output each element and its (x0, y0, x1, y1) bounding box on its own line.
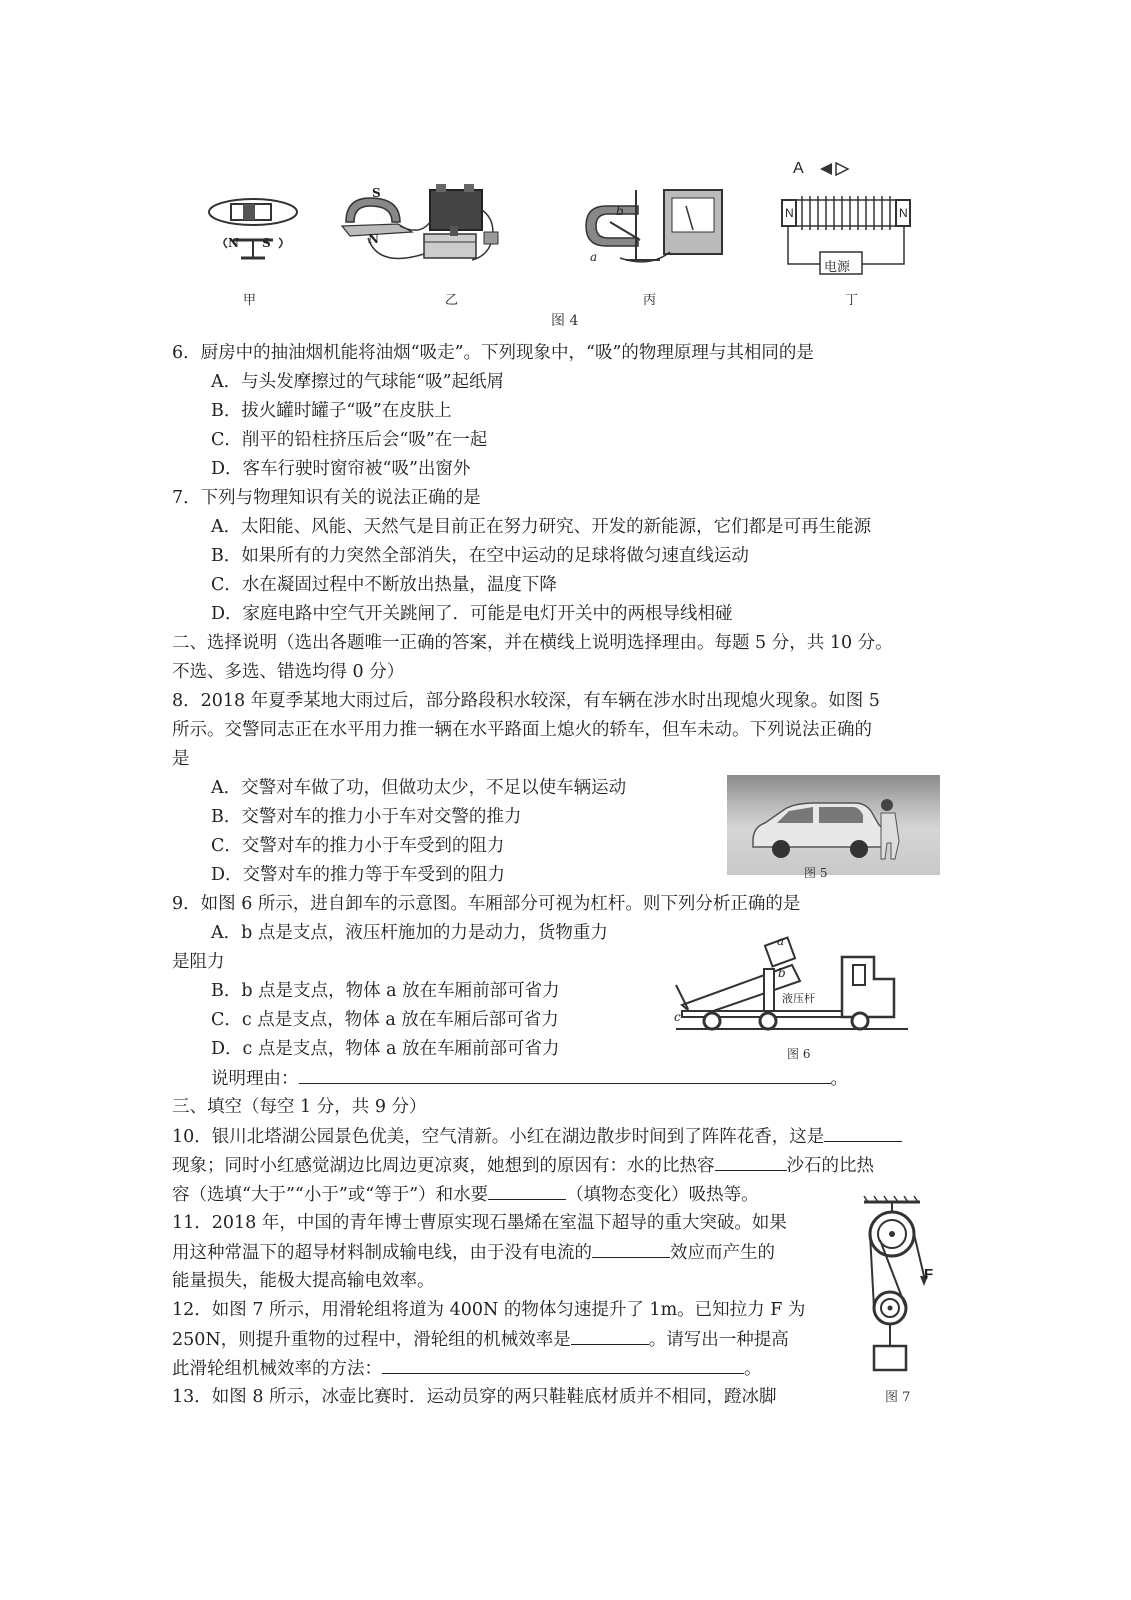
q10-text-3: 沙石的比热 (786, 1156, 874, 1176)
q11-text-2: 效应而产生的 (670, 1243, 775, 1263)
q12-line1: 12．如图 7 所示，用滑轮组将道为 400N 的物体匀速提升了 1m。已知拉力 F 为 (172, 1300, 806, 1320)
q6-option-d: D．客车行驶时窗帘被“吸”出窗外 (211, 459, 471, 479)
q10-text-5: （填物态变化）吸热等。 (566, 1185, 759, 1205)
q9-reason (211, 1067, 848, 1090)
q8-option-b: B．交警对车的推力小于车对交警的推力 (211, 807, 522, 827)
section3-title: 三、填空（每空 1 分，共 9 分） (172, 1097, 427, 1117)
q13-line1: 13．如图 8 所示，冰壶比赛时．运动员穿的两只鞋鞋底材质并不相同，蹬冰脚 (172, 1387, 777, 1407)
q9-option-d: D．c 点是支点，物体 a 放在车厢前部可省力 (211, 1039, 560, 1059)
q11-line3: 能量损失，能极大提高输电效率。 (172, 1271, 435, 1291)
figure4-b-s-label: S (372, 186, 381, 200)
q10-line3 (172, 1183, 759, 1206)
q10-blank-3[interactable] (488, 1183, 566, 1200)
q12-text-1: 250N，则提升重物的过程中，滑轮组的机械效率是 (172, 1330, 571, 1350)
q12-line3 (172, 1357, 762, 1380)
figure6-caption: 图 6 (787, 1047, 811, 1061)
figure4-label-d: 丁 (845, 293, 859, 308)
figure4-label-c: 丙 (643, 293, 657, 308)
q8-option-c: C．交警对车的推力小于车受到的阻力 (211, 836, 505, 856)
q10-blank-1[interactable] (824, 1125, 902, 1142)
q11-text-1: 用这种常温下的超导材料制成输电线，由于没有电流的 (172, 1243, 592, 1263)
section2-line2: 不选、多选、错选均得 0 分） (172, 662, 405, 682)
figure4-d-n-left: N (785, 206, 794, 220)
q9-stem: 9．如图 6 所示，进自卸车的示意图。车厢部分可视为杠杆。则下列分析正确的是 (172, 894, 801, 914)
figure7-caption: 图 7 (885, 1390, 911, 1405)
q6-option-c: C．削平的铅柱挤压后会“吸”在一起 (211, 430, 488, 450)
q6-option-b: B．拔火罐时罐子“吸”在皮肤上 (211, 401, 452, 421)
q7-option-b: B．如果所有的力突然全部消失，在空中运动的足球将做匀速直线运动 (211, 546, 749, 566)
q8-stem-1: 8．2018 年夏季某地大雨过后，部分路段积水较深，有车辆在涉水时出现熄火现象。如图 5 (172, 691, 880, 711)
figure6-label-b: b (778, 966, 786, 980)
figure4-a-diagram (205, 190, 305, 270)
q9-option-c: C．c 点是支点，物体 a 放在车厢后部可省力 (211, 1010, 559, 1030)
q7-stem: 7．下列与物理知识有关的说法正确的是 (172, 488, 481, 508)
q7-option-d: D．家庭电路中空气开关跳闸了．可能是电灯开关中的两根导线相碰 (211, 604, 733, 624)
q12-blank-1[interactable] (571, 1328, 649, 1345)
figure5-caption: 图 5 (804, 866, 828, 880)
car-icon (747, 797, 887, 859)
figure4-b-n-label: N (368, 232, 379, 246)
figure4-d-a-label: A (793, 160, 804, 177)
q9-option-b: B．b 点是支点，物体 a 放在车厢前部可省力 (211, 981, 560, 1001)
figure4-a-s-label: S (262, 236, 271, 250)
q10-line2 (172, 1154, 874, 1177)
q7-option-a: A．太阳能、风能、天然气是目前正在努力研究、开发的新能源，它们都是可再生能源 (211, 517, 872, 537)
q12-blank-2[interactable] (382, 1357, 744, 1374)
q8-stem-2: 所示。交警同志正在水平用力推一辆在水平路面上熄火的轿车，但车未动。下列说法正确的 (172, 720, 872, 740)
q9-reason-end: 。 (830, 1069, 848, 1089)
q10-blank-2[interactable] (715, 1154, 787, 1171)
q12-text-4: 。 (744, 1359, 762, 1379)
figure4-label-b: 乙 (445, 293, 459, 308)
q6-option-a: A．与头发摩擦过的气球能“吸”起纸屑 (211, 372, 505, 392)
figure6-dump-truck-diagram (672, 925, 912, 1040)
q8-stem-3: 是 (172, 749, 190, 769)
q12-line2 (172, 1328, 789, 1351)
q11-line2 (172, 1241, 775, 1264)
figure6-label-rod: 液压杆 (782, 992, 815, 1005)
figure6-label-a: a (777, 934, 785, 948)
q8-option-d: D．交警对车的推力等于车受到的阻力 (211, 865, 506, 885)
figure4-c-diagram (580, 182, 730, 272)
q9-reason-blank[interactable] (299, 1067, 831, 1084)
q12-text-3: 此滑轮组机械效率的方法： (172, 1359, 382, 1379)
q10-line1 (172, 1125, 902, 1148)
q10-text-4: 容（选填“大于”“小于”或“等于”）和水要 (172, 1185, 489, 1205)
figure4-caption: 图 4 (551, 313, 579, 329)
figure4-c-b-label: b (616, 204, 624, 218)
figure4-d-source-label: 电源 (824, 260, 851, 275)
q9-reason-label: 说明理由： (211, 1069, 299, 1089)
figure7-pulley-diagram (860, 1196, 940, 1381)
compass-needle-icon (818, 161, 850, 177)
q9-option-a-2: 是阻力 (172, 952, 225, 972)
q6-stem: 6．厨房中的抽油烟机能将油烟“吸走”。下列现象中，“吸”的物理原理与其相同的是 (172, 343, 814, 363)
q7-option-c: C．水在凝固过程中不断放出热量，温度下降 (211, 575, 557, 595)
figure5-photo (727, 775, 940, 875)
q10-text-2: 现象；同时小红感觉湖边比周边更凉爽，她想到的原因有：水的比热容 (172, 1156, 715, 1176)
q11-line1: 11．2018 年，中国的青年博士曹原实现石墨烯在室温下超导的重大突破。如果 (172, 1213, 787, 1233)
q12-text-2: 。请写出一种提高 (648, 1330, 789, 1350)
q8-option-a: A．交警对车做了功，但做功太少，不足以使车辆运动 (211, 778, 627, 798)
police-officer-icon (875, 797, 905, 863)
figure4-d-n-right: N (899, 206, 908, 220)
q11-blank-1[interactable] (592, 1241, 670, 1258)
figure4-c-a-label: a (590, 250, 598, 264)
q9-option-a-1: A．b 点是支点，液压杆施加的力是动力，货物重力 (211, 923, 608, 943)
section2-line1: 二、选择说明（选出各题唯一正确的答案，并在横线上说明选择理由。每题 5 分，共 10 分。 (172, 633, 893, 653)
figure7-force-label: F (924, 1266, 934, 1283)
figure6-label-c: c (674, 1010, 681, 1024)
figure4-label-a: 甲 (243, 293, 257, 308)
figure4-b-diagram (338, 182, 498, 272)
figure4-a-n-label: N (228, 236, 239, 250)
q10-text-1: 10．银川北塔湖公园景色优美，空气清新。小红在湖边散步时间到了阵阵花香，这是 (172, 1127, 825, 1147)
